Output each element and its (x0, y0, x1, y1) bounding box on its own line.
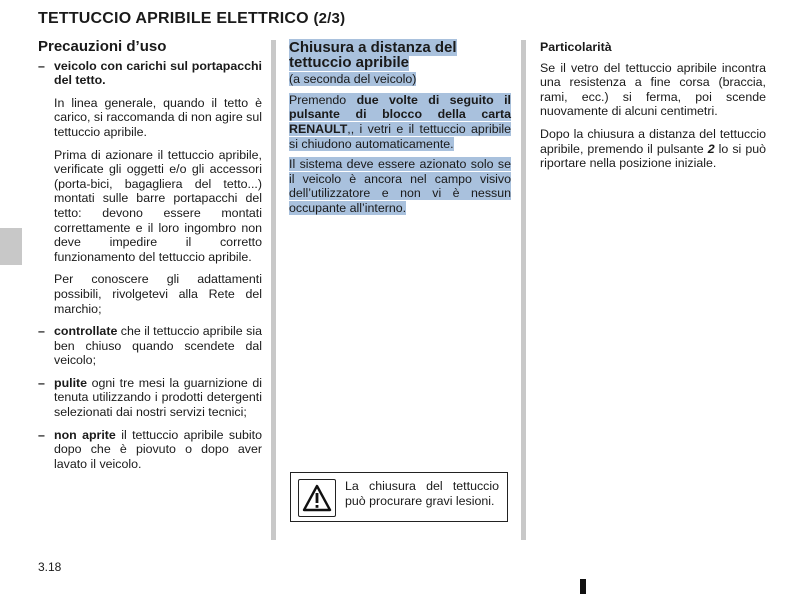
page-title: TETTUCCIO APRIBILE ELETTRICO (2/3) (38, 10, 346, 27)
features-column (540, 40, 766, 179)
remote-closing-column (289, 41, 511, 222)
precautions-column (38, 40, 262, 479)
footer-mark (580, 579, 586, 594)
chapter-tab (0, 228, 22, 265)
list-item: – controllate che il tettuccio apribile sia ben chiuso quando scendete dal veicolo; (38, 324, 262, 368)
warning-icon (298, 479, 336, 517)
column-divider-right (521, 40, 526, 540)
list-item: – non aprite il tettuccio apribile subito dopo che è piovuto o dopo aver lavato il veicolo. (38, 427, 262, 471)
paragraph: In linea generale, quando il tetto è carico, si raccomanda di non agire sul tettuccio apribile. (54, 95, 262, 139)
paragraph: Se il vetro del tettuccio apribile incontra una resistenza a fine corsa (braccia, rami, ecc.) si ferma, poi scende nuovamente di alcuni centimetri. (540, 60, 766, 119)
paragraph: Premendo due volte di seguito il pulsante di blocco della carta RENAULT,, i vetri e il tettuccio apribile si chiudono automaticamente. (289, 92, 511, 151)
page-part: (2/3) (313, 10, 346, 27)
page-number: 3.18 (38, 560, 62, 574)
warning-box (290, 472, 508, 522)
features-heading: Particolarità (540, 40, 612, 54)
list-item: – pulite ogni tre mesi la guarnizione di tenuta utilizzando i prodotti detergenti selezionati dai nostri servizi tecnici; (38, 375, 262, 420)
paragraph: Dopo la chiusura a distanza del tettuccio apribile, premendo il pulsante 2 lo si può riportare nella posizione iniziale. (540, 126, 766, 171)
list-item: – veicolo con carichi sul portapacchi del tetto. (38, 58, 262, 88)
column-divider-left (271, 40, 276, 540)
warning-text: La chiusura del tettuccio può procurare gravi lesioni. (345, 479, 499, 508)
remote-closing-heading: Chiusura a distanza del tettuccio apribile (289, 39, 457, 71)
paragraph: Per conoscere gli adattamenti possibili, rivolgetevi alla Rete del marchio; (54, 272, 262, 316)
remote-closing-subheading: (a seconda del veicolo) (289, 72, 417, 87)
precautions-heading: Precauzioni d’uso (38, 38, 167, 55)
paragraph: Prima di azionare il tettuccio apribile, verificate gli oggetti e/o gli accessori (porta-bici, bagagliera del tetto...) montati sulle barre portapacchi del tetto: devono essere montati correttamente e il loro ingombro non deve impedire il corretto funzionamento del tettuccio apribile. (54, 147, 262, 264)
paragraph: Il sistema deve essere azionato solo se il veicolo è ancora nel campo visivo dell’utilizzatore e non vi è nessun occupante all’interno. (289, 157, 511, 215)
